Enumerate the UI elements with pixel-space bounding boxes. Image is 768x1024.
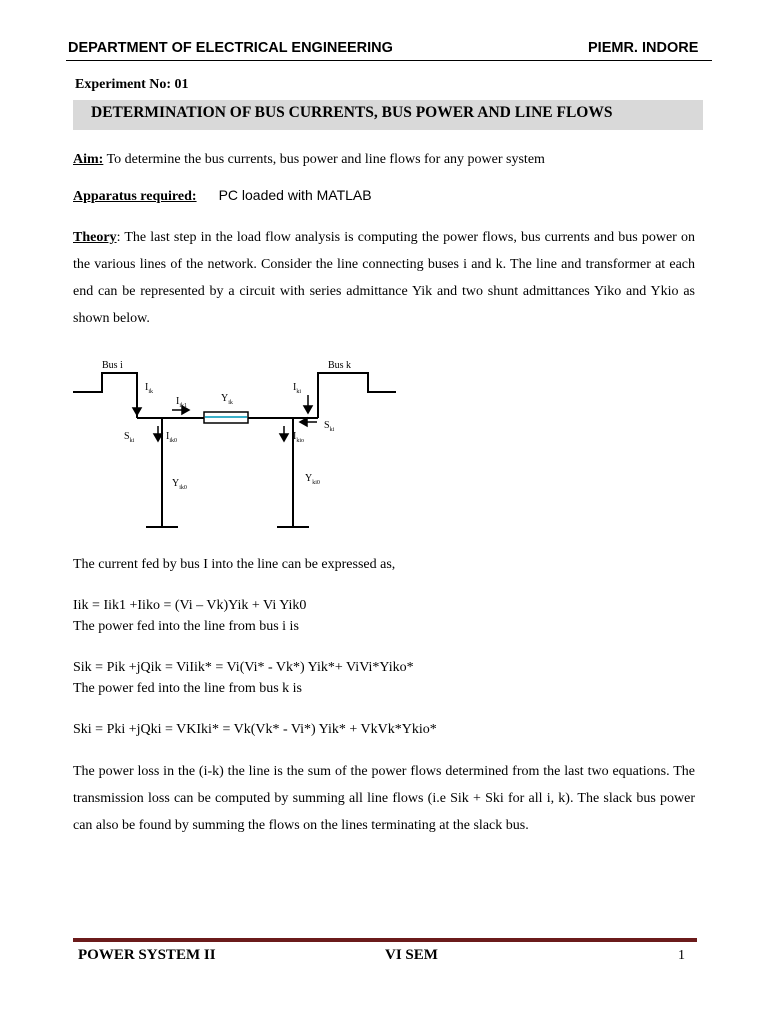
current-intro-text: The current fed by bus I into the line can be expressed as, (73, 557, 396, 572)
equation-iik: Iik = Iik1 +Iiko = (Vi – Vk)Yik + Vi Yik0 (73, 598, 307, 613)
experiment-number: Experiment No: 01 (75, 77, 189, 92)
current-iik1-label: $I_{ik1}$ (176, 396, 188, 409)
admittance-yik-label: $Y_{ik}$ (221, 393, 233, 406)
current-iki-label: $I_{ki}$ (293, 382, 302, 395)
arrow-ski (300, 418, 307, 426)
current-iik0-label: $I_{ik0}$ (166, 431, 178, 444)
arrow-iki (304, 406, 312, 413)
footer-rule (73, 938, 697, 942)
page-number: 1 (678, 948, 685, 963)
power-k-intro-text: The power fed into the line from bus k is (73, 681, 303, 696)
bus-k-label: Bus k (328, 360, 352, 371)
power-ski-left-label: $S_{ki}$ (124, 431, 135, 444)
power-i-intro-text: The power fed into the line from bus i is (73, 619, 299, 634)
current-ikio-label: $I_{kio}$ (293, 431, 305, 444)
current-iik-label: $I_{ik}$ (145, 382, 154, 395)
aim-label: Aim: (73, 152, 104, 167)
admittance-yki0-label: $Y_{ki0}$ (305, 473, 320, 486)
arrow-ikio (280, 434, 288, 441)
footer-semester: VI SEM (385, 947, 438, 963)
conclusion-paragraph: The power loss in the (i-k) the line is the sum of the power flows determined from the last two equations. The transmission loss can be computed by summing all line flows (i.e Sik + Ski for all i, k). The slack bus power can also be found by summing the flows on the lines terminating at the slack bus. (73, 764, 695, 833)
aim-text: To determine the bus currents, bus power and line flows for any power system (103, 152, 545, 167)
theory-label: Theory (73, 230, 117, 245)
header-institute: PIEMR. INDORE (588, 40, 699, 56)
equation-ski: Ski = Pki +jQki = VKIki* = Vk(Vk* - Vi*) Yik* + VkVk*Ykio* (73, 722, 437, 737)
power-ski-right-label: $S_{ki}$ (324, 420, 335, 433)
theory-text: : The last step in the load flow analysis is computing the power flows, bus currents and bus power on the various lines of the network. Consider the line connecting buses i and k. The line and transformer at each end can be represented by a circuit with series admittance Yik and two shunt admittances Yiko and Ykio as shown below. (73, 230, 695, 326)
header-department: DEPARTMENT OF ELECTRICAL ENGINEERING (68, 40, 393, 56)
footer-subject: POWER SYSTEM II (78, 947, 216, 963)
admittance-yik0-label: $Y_{ik0}$ (172, 478, 187, 491)
equation-sik: Sik = Pik +jQik = ViIik* = Vi(Vi* - Vk*) Yik*+ ViVi*Yiko* (73, 660, 414, 675)
apparatus-label: Apparatus required: (73, 189, 197, 204)
page-title: DETERMINATION OF BUS CURRENTS, BUS POWER AND LINE FLOWS (91, 104, 613, 121)
arrow-iik (133, 408, 141, 415)
bus-i-label: Bus i (102, 360, 123, 371)
apparatus-text: PC loaded with MATLAB (218, 187, 372, 203)
arrow-iik0 (154, 434, 162, 441)
